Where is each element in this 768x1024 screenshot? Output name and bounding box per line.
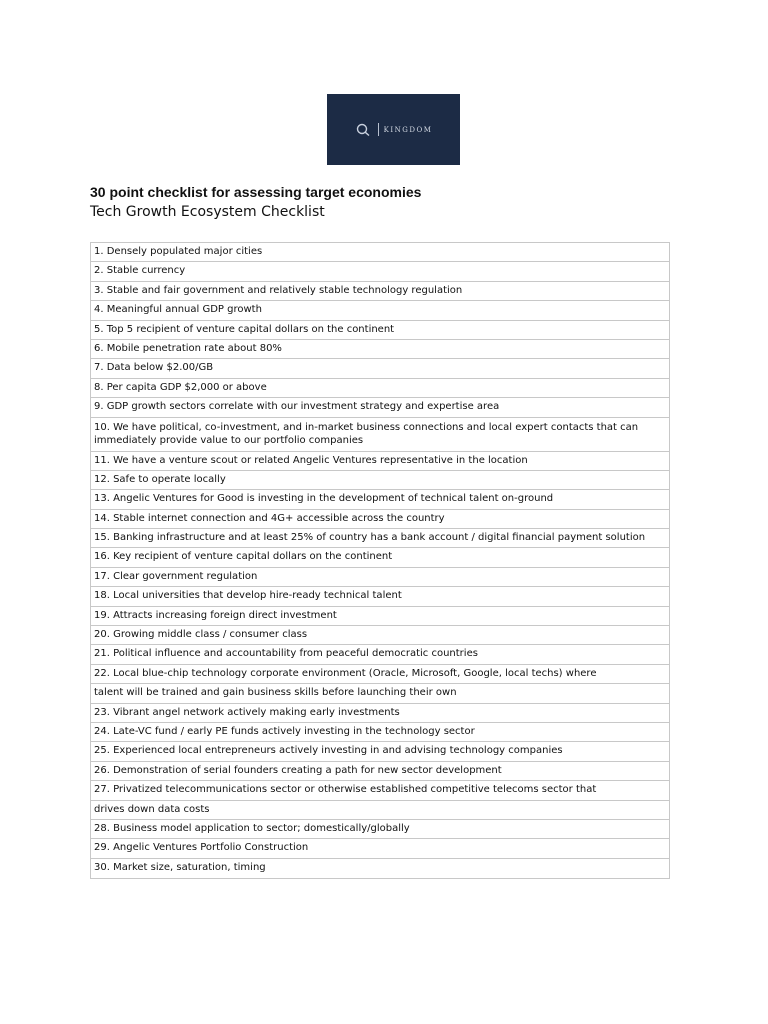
- checklist-row: 6. Mobile penetration rate about 80%: [91, 340, 669, 359]
- checklist-row: 1. Densely populated major cities: [91, 243, 669, 262]
- checklist-row: 20. Growing middle class / consumer class: [91, 626, 669, 645]
- company-logo: [327, 94, 460, 165]
- logo-text: KINGDOM: [383, 125, 433, 134]
- checklist-row: 16. Key recipient of venture capital dollars on the continent: [91, 548, 669, 567]
- logo-separator: [378, 123, 379, 136]
- checklist-row: 10. We have political, co-investment, and in-market business connections and local expert contacts that can immediately provide value to our portfolio companies: [91, 418, 669, 452]
- checklist-row: 13. Angelic Ventures for Good is investing in the development of technical talent on-ground: [91, 490, 669, 509]
- checklist-row: 17. Clear government regulation: [91, 568, 669, 587]
- checklist-row: 14. Stable internet connection and 4G+ accessible across the country: [91, 510, 669, 529]
- checklist-row: 28. Business model application to sector; domestically/globally: [91, 820, 669, 839]
- checklist-row: 25. Experienced local entrepreneurs actively investing in and advising technology companies: [91, 742, 669, 761]
- checklist-row: 9. GDP growth sectors correlate with our investment strategy and expertise area: [91, 398, 669, 417]
- checklist-row: 15. Banking infrastructure and at least 25% of country has a bank account / digital financial payment solution: [91, 529, 669, 548]
- checklist-row: 7. Data below $2.00/GB: [91, 359, 669, 378]
- page-subtitle: Tech Growth Ecosystem Checklist: [90, 204, 325, 220]
- magnifier-icon: [355, 123, 373, 137]
- checklist-row: 23. Vibrant angel network actively making early investments: [91, 704, 669, 723]
- checklist-row: 29. Angelic Ventures Portfolio Construction: [91, 839, 669, 858]
- checklist-row: 30. Market size, saturation, timing: [94, 861, 266, 873]
- page-title: 30 point checklist for assessing target economies: [90, 184, 422, 200]
- checklist-row: 24. Late-VC fund / early PE funds actively investing in the technology sector: [91, 723, 669, 742]
- checklist-row: 5. Top 5 recipient of venture capital dollars on the continent: [91, 321, 669, 340]
- checklist-row: 19. Attracts increasing foreign direct investment: [91, 607, 669, 626]
- checklist-row: 4. Meaningful annual GDP growth: [91, 301, 669, 320]
- checklist-row: 18. Local universities that develop hire-ready technical talent: [91, 587, 669, 606]
- checklist-row: 21. Political influence and accountability from peaceful democratic countries: [91, 645, 669, 664]
- checklist-row: 11. We have a venture scout or related Angelic Ventures representative in the location: [91, 452, 669, 471]
- checklist-row: 2. Stable currency: [91, 262, 669, 281]
- checklist-row-continuation: talent will be trained and gain business skills before launching their own: [91, 684, 669, 703]
- checklist-row: 22. Local blue-chip technology corporate environment (Oracle, Microsoft, Google, local techs) where: [91, 665, 669, 684]
- checklist-row-continuation: drives down data costs: [91, 801, 669, 820]
- checklist-row: 12. Safe to operate locally: [91, 471, 669, 490]
- checklist-row: 8. Per capita GDP $2,000 or above: [91, 379, 669, 398]
- checklist-row: 26. Demonstration of serial founders creating a path for new sector development: [91, 762, 669, 781]
- checklist-row: 27. Privatized telecommunications sector or otherwise established competitive telecoms sector that: [91, 781, 669, 800]
- checklist-row: 3. Stable and fair government and relatively stable technology regulation: [91, 282, 669, 301]
- checklist-table: [90, 242, 670, 879]
